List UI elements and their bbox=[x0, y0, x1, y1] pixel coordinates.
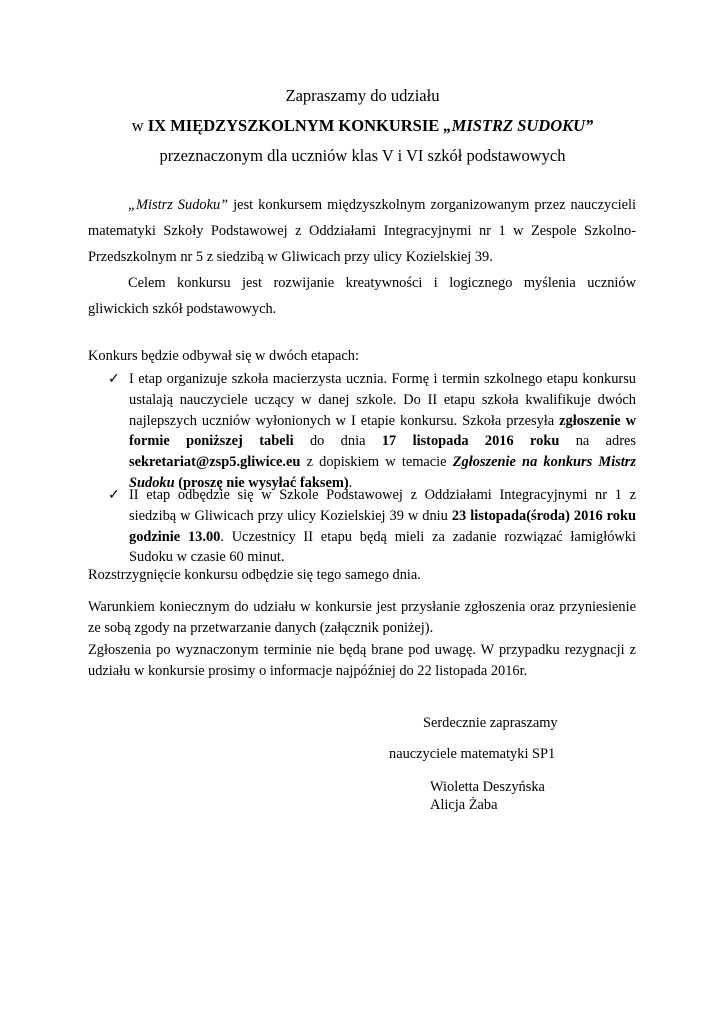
stage-1-date: 17 listopada 2016 roku bbox=[381, 433, 560, 450]
signature-name-2: Alicja Żaba bbox=[430, 797, 498, 813]
stage-1-subject: Zgłoszenie na konkurs Mistrz Sudoku bbox=[129, 454, 636, 491]
check-icon: ✓ bbox=[108, 372, 120, 387]
signature-from: nauczyciele matematyki SP1 bbox=[389, 746, 556, 762]
heading-contest-title bbox=[0, 116, 725, 136]
intro-text: jest konkursem międzyszkolnym zorganizowanym przez nauczycieli matematyki Szkoły Podstawowej z Oddziałami Integracyjnymi nr 1 w Zespole Szkolno-Przedszkolnym nr 5 z siedzibą w Gliwicach przy ulicy Kozielskiej 39. bbox=[88, 197, 636, 265]
check-icon: ✓ bbox=[108, 488, 120, 503]
stage-2-date: 23 listopada(środa) 2016 roku godzinie 13.00 bbox=[129, 507, 637, 545]
heading-invitation: Zapraszamy do udziału bbox=[285, 86, 440, 105]
stage-2-item: II etap odbędzie się w Szkole Podstawowej z Oddziałami Integracyjnymi nr 1 z siedzibą w Gliwicach przy ulicy Kozielskiej 39 w dniu 23 listopada(środa) 2016 roku godzinie 13.00. Uczestnicy II etapu będą mieli za zadanie rozwiązać łamigłówki Sudoku w czasie 60 minut. bbox=[129, 487, 637, 566]
deadline-paragraph: Zgłoszenia po wyznaczonym terminie nie będą brane pod uwagę. W przypadku rezygnacji z udziału w konkursie prosimy o informacje najpóźniej do 22 listopada 2016r. bbox=[88, 642, 636, 679]
resolution-paragraph: Rozstrzygnięcie konkursu odbędzie się tego samego dnia. bbox=[88, 567, 421, 583]
stage-1-item: I etap organizuje szkoła macierzysta ucznia. Formę i termin szkolnego etapu konkursu ustalają nauczyciele uczący w danej szkole. Do II etapu szkoła kwalifikuje dwóch najlepszych uczniów wyłonionych w I etapie konkursu. Szkoła przesyła zgłoszenie w formie poniższej tabeli do dnia 17 listopada 2016 roku na adres sekretariat@zsp5.gliwice.eu z dopiskiem w temacie Zgłoszenie na konkurs Mistrz Sudoku (proszę nie wysyłać faksem). bbox=[129, 371, 637, 491]
heading-contest-name: IX MIĘDZYSZKOLNYM KONKURSIE bbox=[147, 116, 444, 135]
heading-contest-italic: „MISTRZ SUDOKU” bbox=[443, 116, 594, 135]
condition-paragraph: Warunkiem koniecznym do udziału w konkursie jest przysłanie zgłoszenia oraz przyniesienie ze sobą zgody na przetwarzanie danych (załącznik poniżej). bbox=[88, 599, 636, 636]
heading-prefix: w bbox=[131, 116, 148, 135]
signature-greeting: Serdecznie zapraszamy bbox=[423, 715, 558, 731]
intro-title: „Mistrz Sudoku” bbox=[128, 197, 229, 213]
intro-paragraph bbox=[88, 192, 636, 270]
goal-paragraph: Celem konkursu jest rozwijanie kreatywności i logicznego myślenia uczniów gliwickich szkół podstawowych. bbox=[88, 275, 636, 317]
stages-intro: Konkurs będzie odbywał się w dwóch etapach: bbox=[88, 348, 359, 364]
heading-audience: przeznaczonym dla uczniów klas V i VI szkół podstawowych bbox=[159, 146, 566, 165]
signature-name-1: Wioletta Deszyńska bbox=[430, 779, 545, 795]
stage-1-email: sekretariat@zsp5.gliwice.eu bbox=[129, 454, 301, 471]
stage-1-no-fax: (proszę nie wysyłać faksem) bbox=[178, 474, 349, 491]
stage-1-form: zgłoszenie w formie poniższej tabeli bbox=[129, 412, 637, 450]
